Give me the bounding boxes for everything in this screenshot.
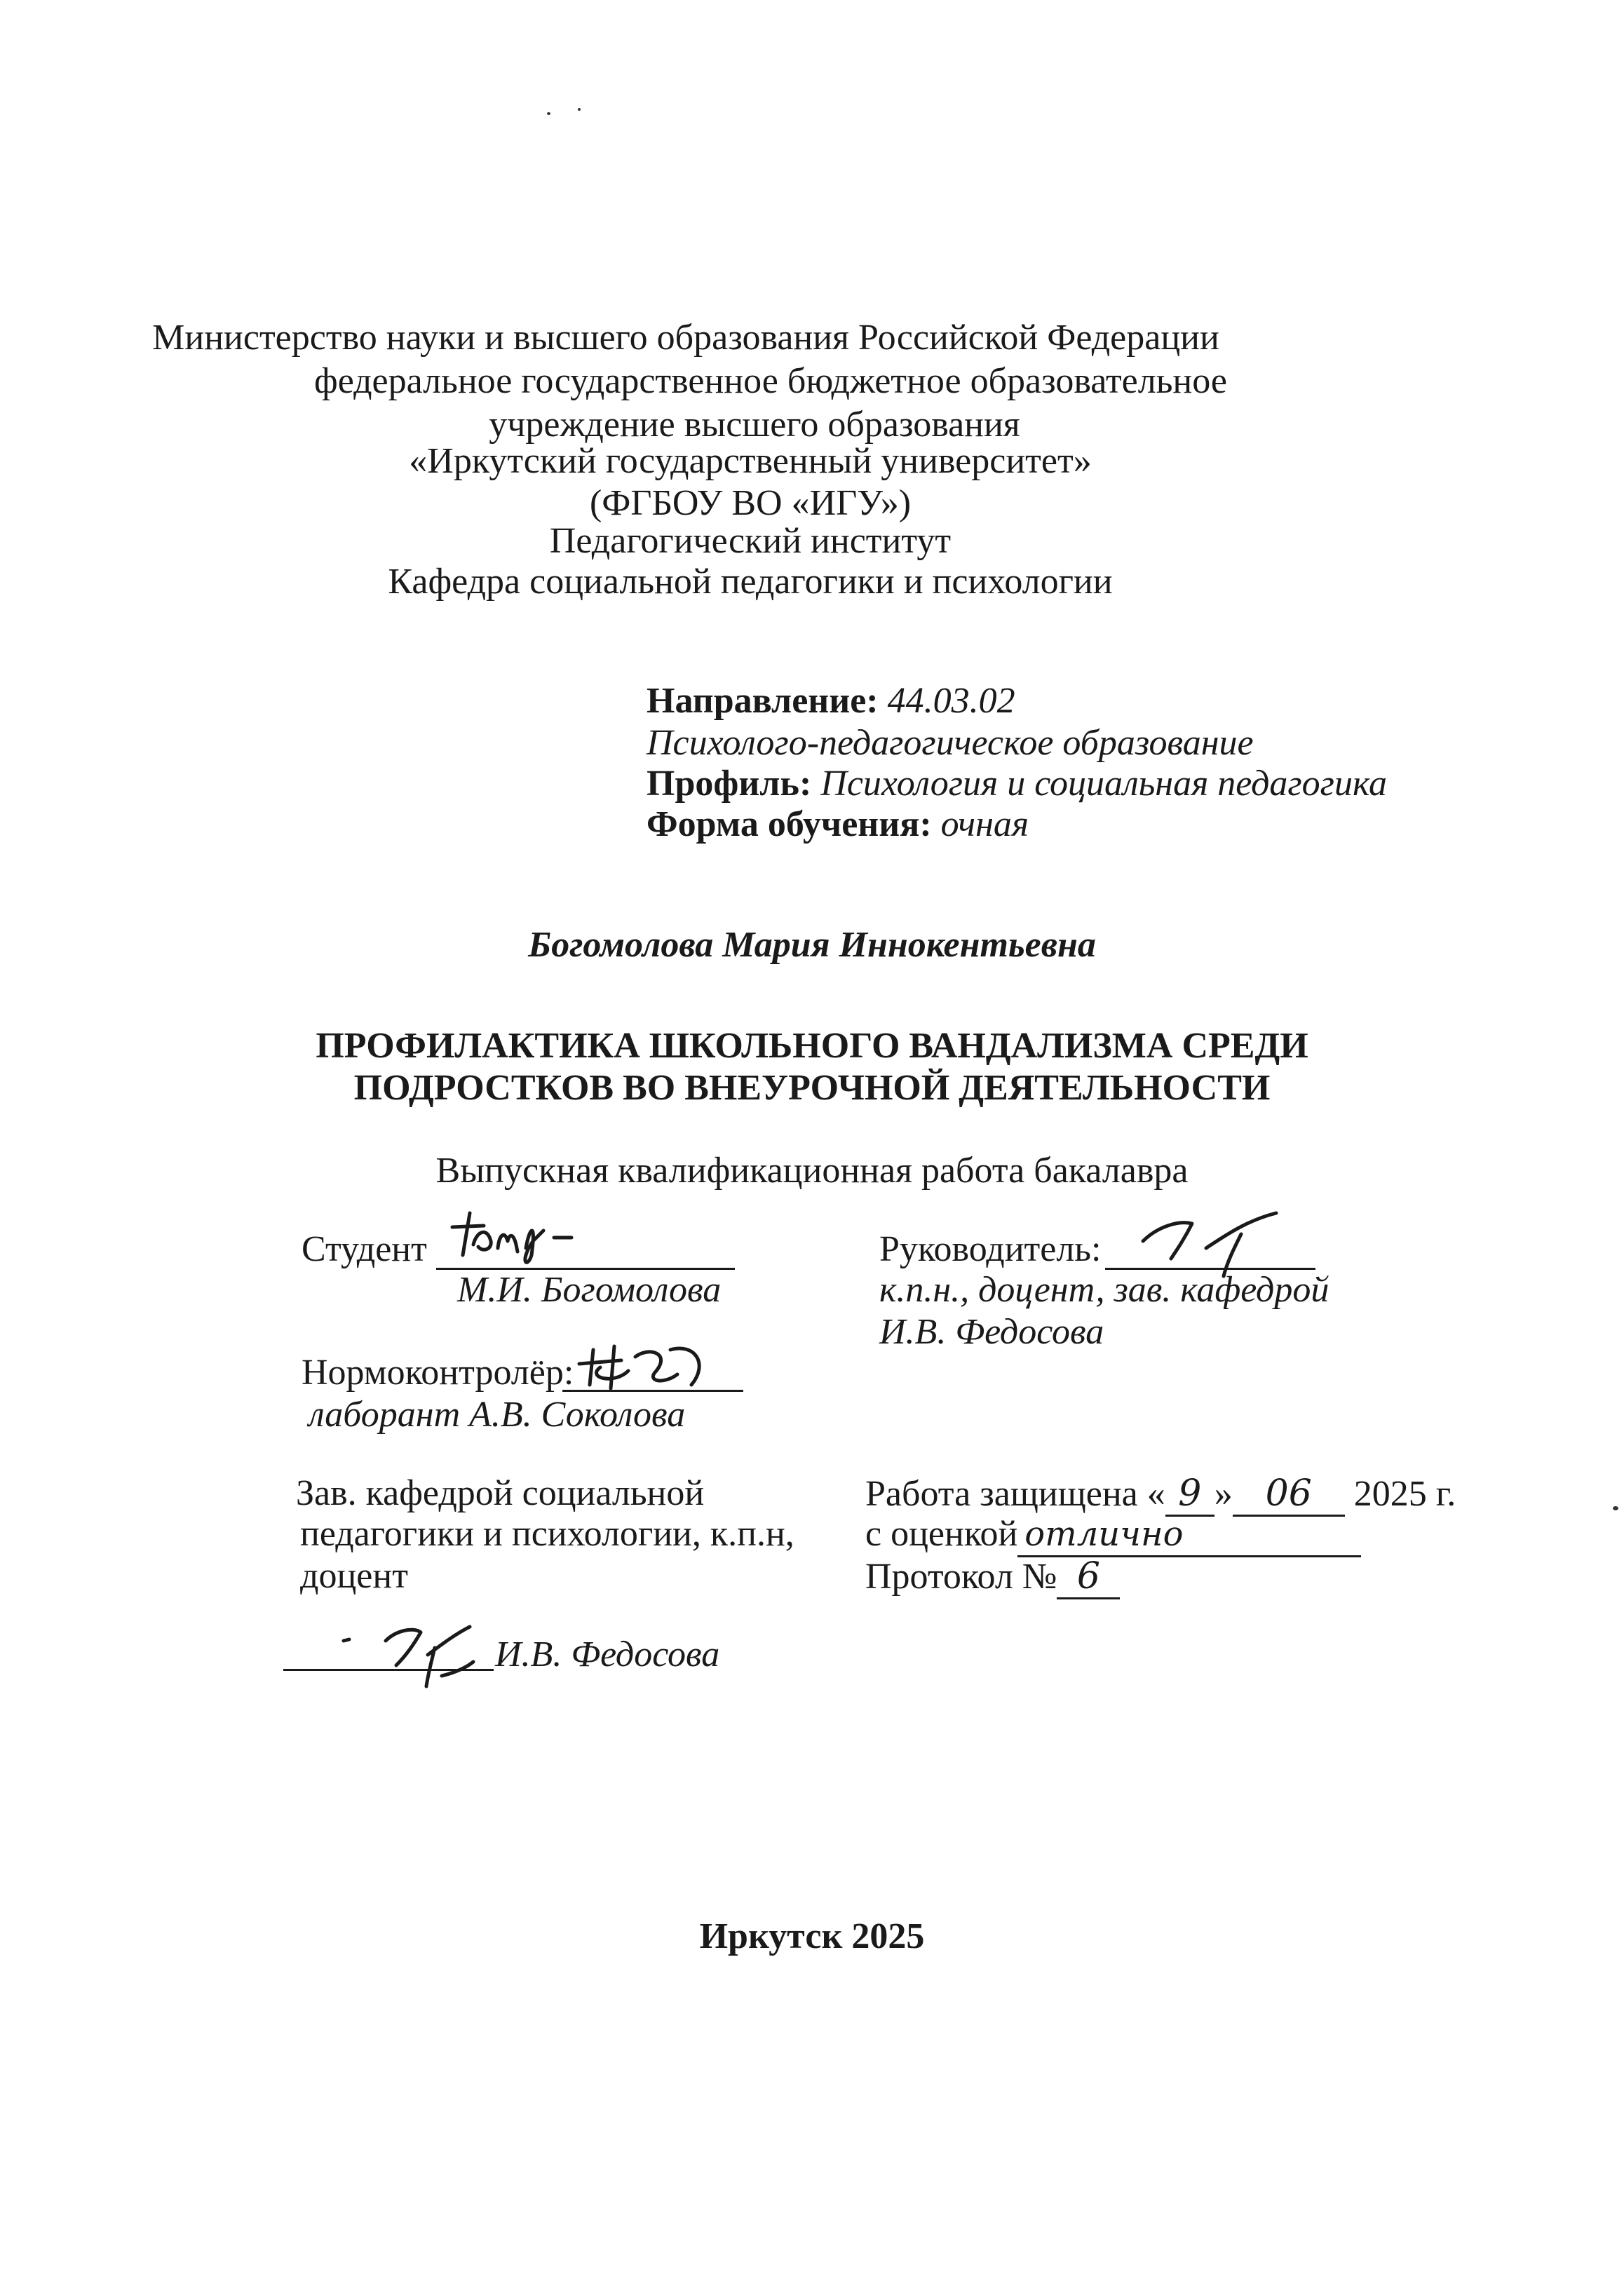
defense-mid: » [1214, 1474, 1233, 1514]
student-signature [449, 1206, 603, 1269]
profile-label: Профиль: [647, 764, 812, 804]
university-name: «Иркутский государственный университет» [409, 441, 1092, 481]
supervisor-label: Руководитель: [879, 1229, 1102, 1269]
org-line-1: федеральное государственное бюджетное образовательное [314, 361, 1227, 401]
form-value: очная [940, 804, 1029, 844]
university-abbr: (ФГБОУ ВО «ИГУ») [589, 483, 912, 523]
grade-label: с оценкой [865, 1514, 1018, 1554]
form-row [647, 804, 1029, 846]
protocol-label: Протокол № [865, 1557, 1057, 1597]
grade-value: отлично [1017, 1513, 1361, 1557]
direction-name: Психолого-педагогическое образование [647, 723, 1254, 763]
defense-day: 9 [1165, 1473, 1214, 1517]
head-name: И.В. Федосова [495, 1634, 720, 1674]
scan-speck [1613, 1506, 1618, 1510]
head-signature [330, 1613, 498, 1690]
student-name: М.И. Богомолова [457, 1270, 722, 1310]
head-line-3: доцент [300, 1556, 408, 1596]
direction-code: 44.03.02 [887, 681, 1015, 721]
defense-month: 06 [1233, 1473, 1345, 1517]
direction-row [647, 680, 1015, 722]
supervisor-name: И.В. Федосова [879, 1312, 1104, 1352]
defense-label: Работа защищена « [865, 1474, 1165, 1514]
direction-label: Направление: [647, 681, 879, 721]
normcontrol-label: Нормоконтролёр: [302, 1353, 574, 1393]
scan-speck [578, 108, 581, 111]
work-type: Выпускная квалификационная работа бакалавра [435, 1151, 1189, 1191]
protocol-number: 6 [1057, 1555, 1120, 1599]
thesis-title-line-1: ПРОФИЛАКТИКА ШКОЛЬНОГО ВАНДАЛИЗМА СРЕДИ [316, 1026, 1308, 1066]
supervisor-title: к.п.н., доцент, зав. кафедрой [879, 1270, 1329, 1310]
protocol-row [865, 1555, 1120, 1599]
ministry-line: Министерство науки и высшего образования Российской Федерации [152, 318, 1219, 358]
head-line-2: педагогики и психологии, к.п.н, [300, 1514, 794, 1554]
scan-speck [547, 112, 550, 115]
department-name: Кафедра социальной педагогики и психологии [388, 562, 1113, 602]
grade-row [865, 1513, 1361, 1557]
author-name: Богомолова Мария Иннокентьевна [528, 925, 1096, 965]
institute-name: Педагогический институт [549, 521, 952, 561]
thesis-title-line-2: ПОДРОСТКОВ ВО ВНЕУРОЧНОЙ ДЕЯТЕЛЬНОСТИ [353, 1068, 1271, 1108]
head-line-1: Зав. кафедрой социальной [296, 1473, 705, 1513]
normcontrol-signature [572, 1336, 712, 1399]
footer-city-year: Иркутск 2025 [699, 1916, 925, 1956]
form-label: Форма обучения: [647, 804, 932, 844]
defense-row [865, 1473, 1456, 1517]
student-label: Студент [302, 1229, 427, 1269]
defense-year: 2025 г. [1353, 1474, 1456, 1514]
profile-value: Психология и социальная педагогика [820, 764, 1387, 804]
profile-row [647, 763, 1387, 805]
normcontrol-name: лаборант А.В. Соколова [309, 1395, 686, 1435]
org-line-2: учреждение высшего образования [489, 405, 1020, 445]
